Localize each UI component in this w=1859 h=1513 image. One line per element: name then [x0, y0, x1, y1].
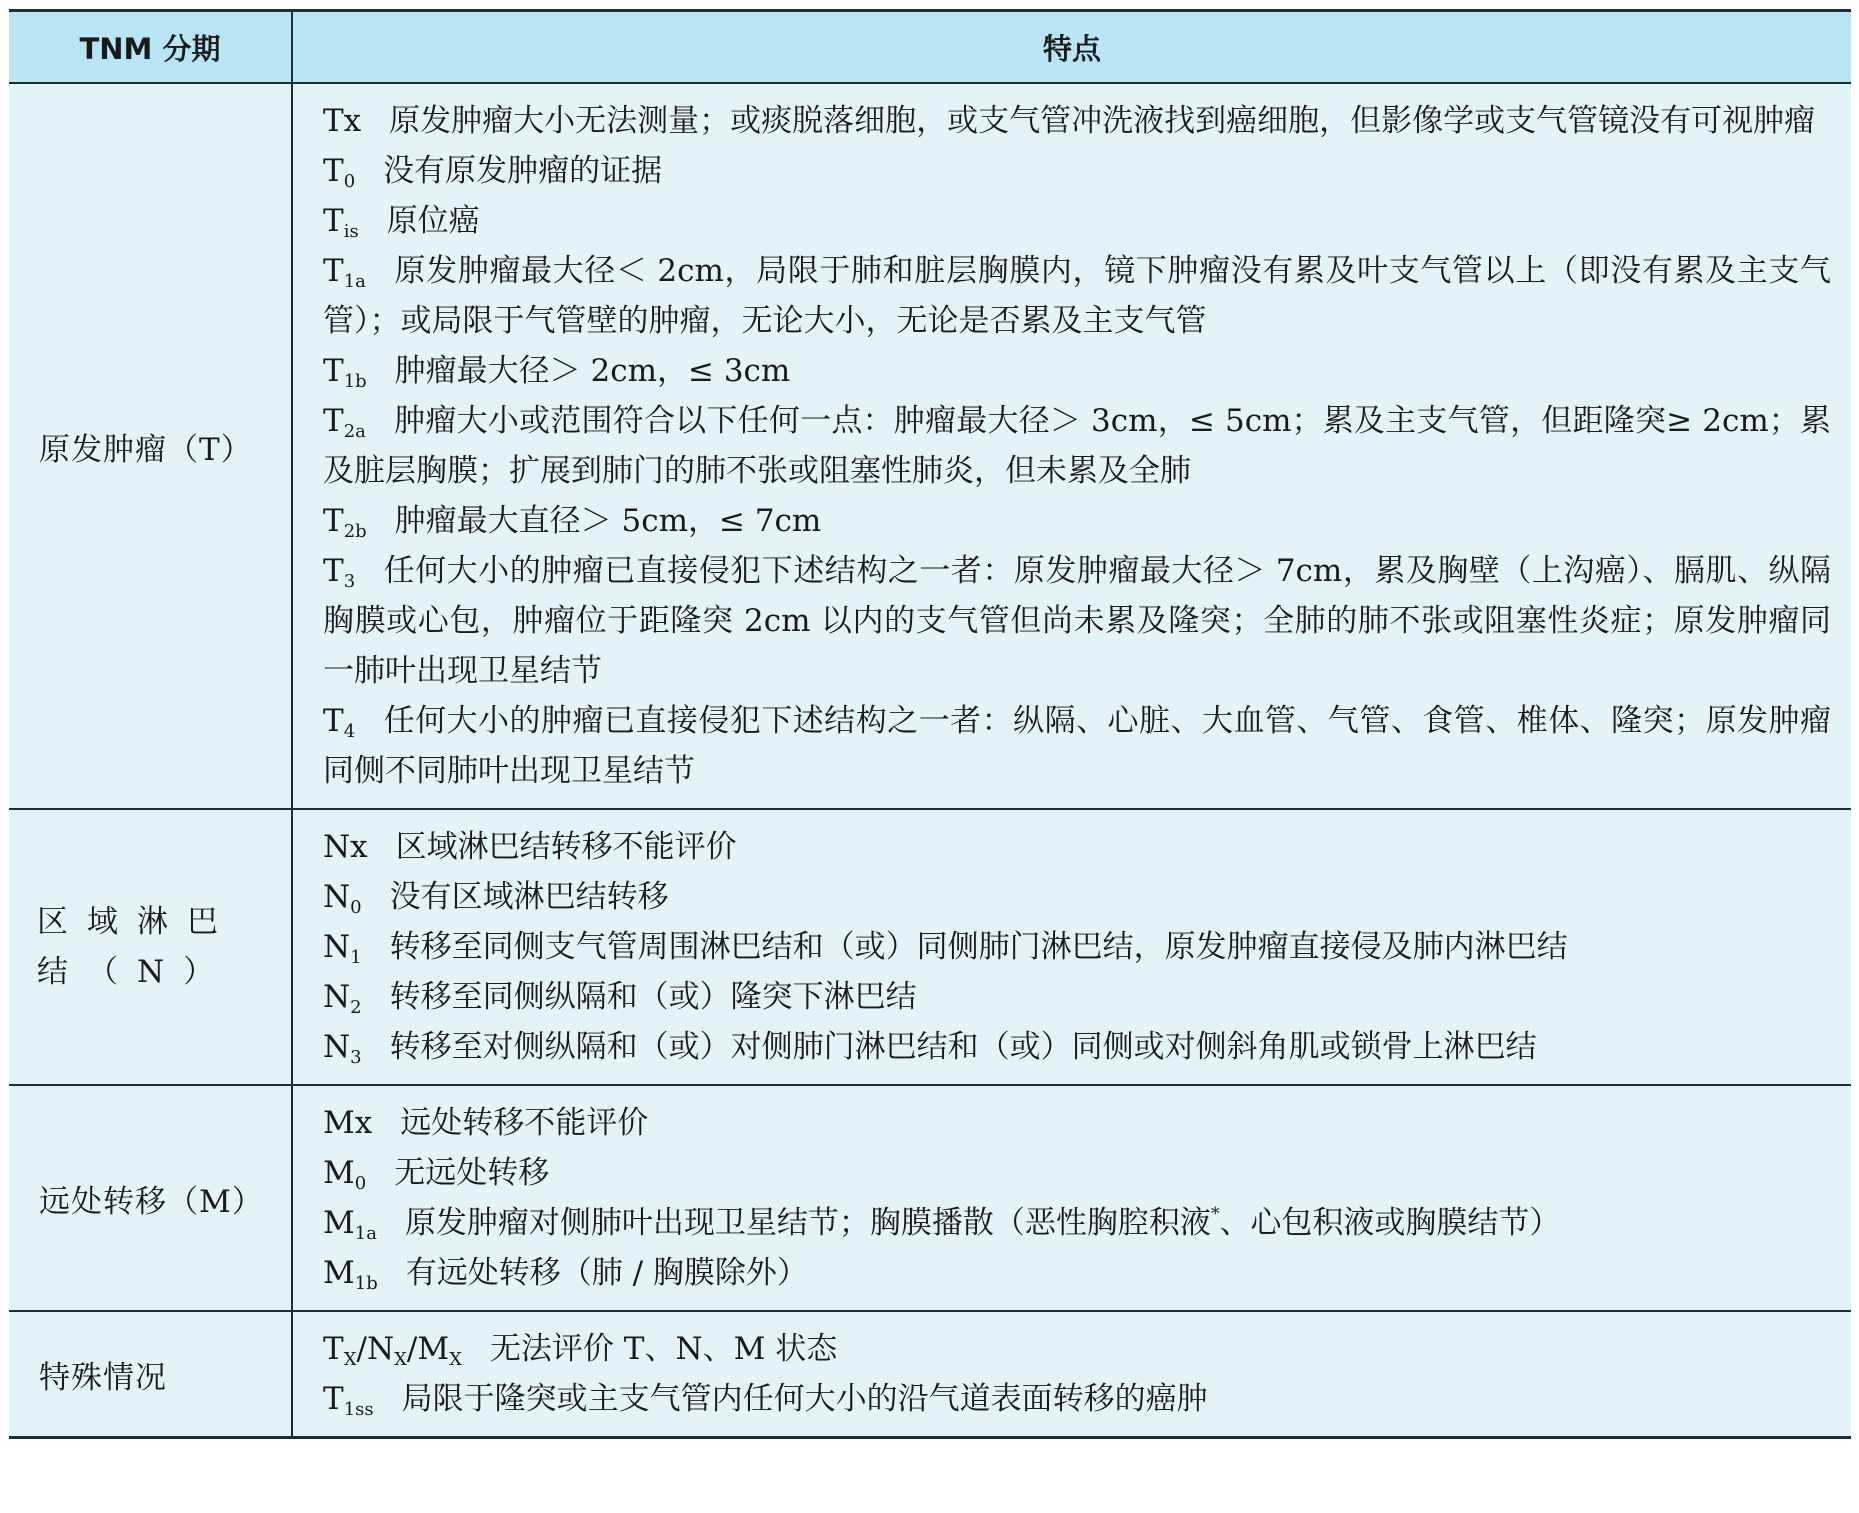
stage-entry — [323, 1148, 1831, 1198]
features-cell — [292, 1311, 1851, 1438]
stage-description: 转移至对侧纵隔和（或）对侧肺门淋巴结和（或）同侧或对侧斜角肌或锁骨上淋巴结 — [389, 1029, 1537, 1065]
stage-description: 有远处转移（肺 / 胸膜除外） — [405, 1255, 808, 1291]
stage-entry — [323, 346, 1831, 396]
stage-code: $N_2$ — [323, 979, 362, 1018]
stage-code: $T_{1ss}$ — [323, 1381, 374, 1420]
stage-entry — [323, 1098, 1831, 1148]
stage-description: 肿瘤大小或范围符合以下任何一点：肿瘤最大径＞ 3cm，≤ 5cm；累及主支气管，但距隆突≥ 2cm；累及脏层胸膜；扩展到肺门的肺不张或阻塞性肺炎，但未累及全肺 — [323, 403, 1831, 489]
stage-entry — [323, 146, 1831, 196]
stage-description: 原发肿瘤对侧肺叶出现卫星结节；胸膜播散（恶性胸腔积液 — [404, 1205, 1211, 1241]
stage-description: 区域淋巴结转移不能评价 — [395, 829, 737, 865]
stage-description: 原位癌 — [386, 203, 480, 239]
stage-description: 肿瘤最大径＞ 2cm，≤ 3cm — [394, 353, 791, 389]
stage-code: $T_X/N_X/M_X$ — [323, 1331, 462, 1370]
stage-entry — [323, 1374, 1831, 1424]
stage-entry — [323, 1248, 1831, 1298]
stage-entry — [323, 396, 1831, 496]
stage-code: $T_{2a}$ — [323, 403, 366, 442]
stage-description-continued: 、心包积液或胸膜结节） — [1219, 1205, 1561, 1241]
stage-entry — [323, 822, 1831, 872]
stage-description: 转移至同侧纵隔和（或）隆突下淋巴结 — [389, 979, 917, 1015]
stage-code: $T_{1a}$ — [323, 253, 366, 292]
row-regional-lymph-nodes — [9, 809, 1851, 1085]
stage-entry — [323, 1022, 1831, 1072]
features-cell — [292, 1085, 1851, 1311]
stage-description: 任何大小的肿瘤已直接侵犯下述结构之一者：原发肿瘤最大径＞ 7cm，累及胸壁（上沟癌）、膈肌、纵隔胸膜或心包，肿瘤位于距隆突 2cm 以内的支气管但尚未累及隆突；全肺的肺不张或阻塞性炎症；原发肿瘤同一肺叶出现卫星结节 — [323, 553, 1831, 689]
category-cell: 原发肿瘤（T） — [9, 83, 292, 809]
category-cell: 区域淋巴结（N） — [9, 809, 292, 1085]
stage-code: $T_3$ — [323, 553, 356, 592]
stage-code: $M_0$ — [323, 1155, 367, 1194]
stage-code: $N_1$ — [323, 929, 362, 968]
stage-code: Nx — [323, 829, 368, 865]
footnote-marker: * — [1210, 1204, 1220, 1224]
stage-code: $T_{1b}$ — [323, 353, 367, 392]
stage-code: $T_{2b}$ — [323, 503, 367, 542]
stage-code: $M_{1a}$ — [323, 1205, 377, 1244]
stage-description: 没有区域淋巴结转移 — [389, 879, 669, 915]
header-tnm-stage: TNM 分期 — [9, 11, 292, 84]
row-distant-metastasis — [9, 1085, 1851, 1311]
category-cell: 特殊情况 — [9, 1311, 292, 1438]
stage-description: 无法评价 T、N、M 状态 — [489, 1331, 838, 1367]
row-primary-tumor — [9, 83, 1851, 809]
stage-code: $T_0$ — [323, 153, 356, 192]
stage-description: 肿瘤最大直径＞ 5cm，≤ 7cm — [394, 503, 822, 539]
stage-code: $T_4$ — [323, 703, 356, 742]
stage-code: Tx — [323, 103, 362, 139]
stage-description: 远处转移不能评价 — [400, 1105, 649, 1141]
stage-description: 原发肿瘤最大径＜ 2cm，局限于肺和脏层胸膜内，镜下肿瘤没有累及叶支气管以上（即没有累及主支气管）；或局限于气管壁的肿瘤，无论大小，无论是否累及主支气管 — [323, 253, 1831, 339]
stage-entry — [323, 696, 1831, 796]
stage-entry — [323, 96, 1831, 146]
stage-entry — [323, 196, 1831, 246]
category-cell: 远处转移（M） — [9, 1085, 292, 1311]
stage-entry — [323, 922, 1831, 972]
stage-description: 原发肿瘤大小无法测量；或痰脱落细胞，或支气管冲洗液找到癌细胞，但影像学或支气管镜没有可视肿瘤 — [389, 103, 1816, 139]
stage-description: 无远处转移 — [394, 1155, 550, 1191]
stage-code: Mx — [323, 1105, 373, 1141]
features-cell — [292, 83, 1851, 809]
stage-entry — [323, 546, 1831, 696]
stage-description: 局限于隆突或主支气管内任何大小的沿气道表面转移的癌肿 — [401, 1381, 1208, 1417]
stage-entry — [323, 246, 1831, 346]
stage-entry — [323, 496, 1831, 546]
stage-code: $N_3$ — [323, 1029, 362, 1068]
stage-entry — [323, 1198, 1831, 1248]
stage-code: $M_{1b}$ — [323, 1255, 378, 1294]
header-row — [9, 11, 1851, 84]
row-special-cases — [9, 1311, 1851, 1438]
features-cell — [292, 809, 1851, 1085]
stage-entry — [323, 972, 1831, 1022]
stage-code: $N_0$ — [323, 879, 362, 918]
header-features: 特点 — [292, 11, 1851, 84]
stage-entry — [323, 1324, 1831, 1374]
stage-description: 转移至同侧支气管周围淋巴结和（或）同侧肺门淋巴结，原发肿瘤直接侵及肺内淋巴结 — [389, 929, 1568, 965]
stage-entry — [323, 872, 1831, 922]
stage-description: 任何大小的肿瘤已直接侵犯下述结构之一者：纵隔、心脏、大血管、气管、食管、椎体、隆突；原发肿瘤同侧不同肺叶出现卫星结节 — [323, 703, 1831, 789]
stage-description: 没有原发肿瘤的证据 — [383, 153, 663, 189]
tnm-staging-table — [9, 9, 1851, 1439]
stage-code: $T_{is}$ — [323, 203, 359, 242]
